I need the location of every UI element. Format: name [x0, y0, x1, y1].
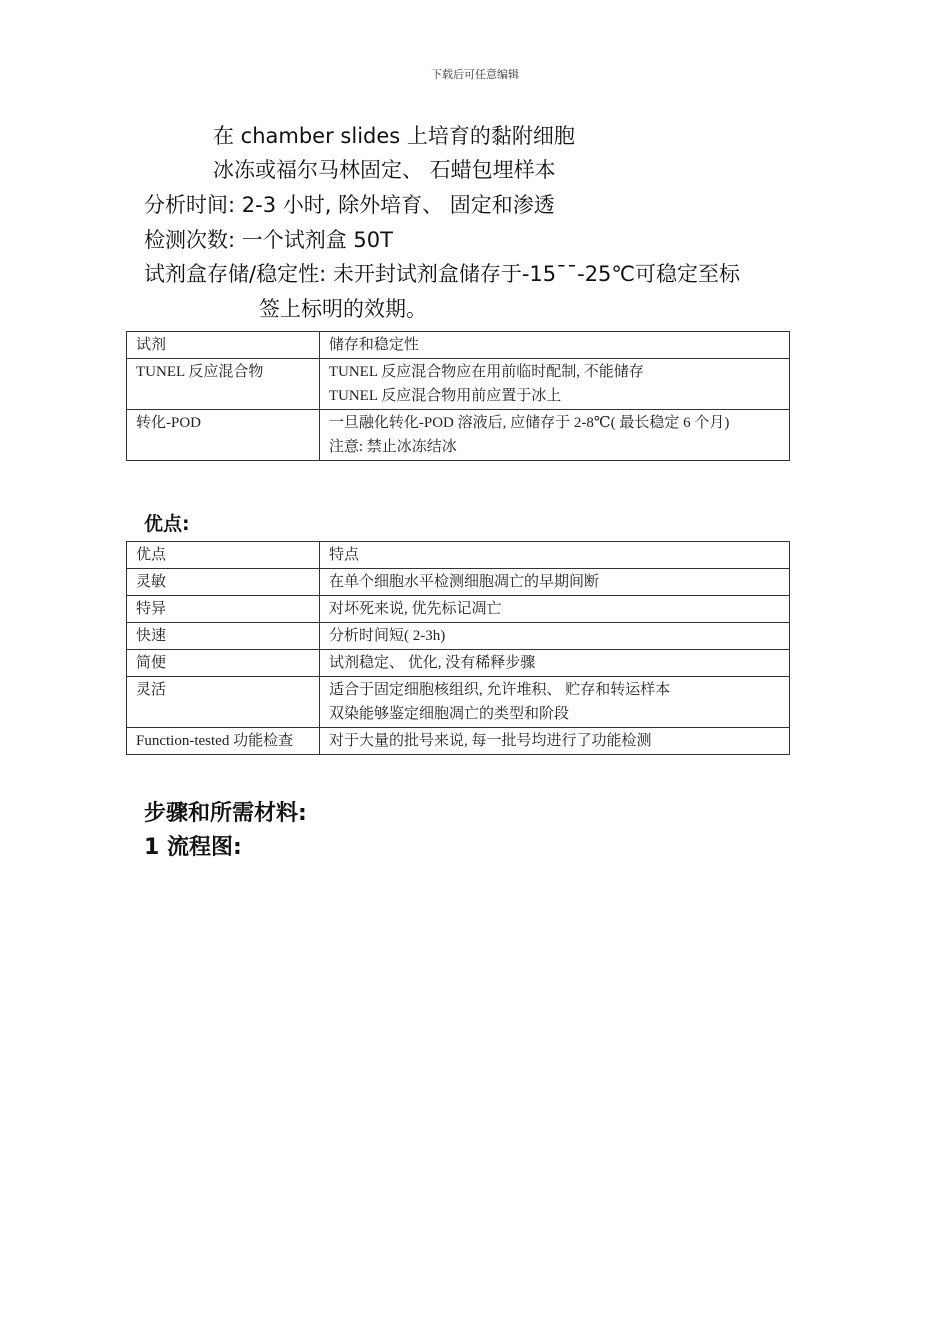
advantages-table — [126, 541, 790, 755]
advantage-name-cell: 特异 — [127, 596, 320, 623]
advantage-name-cell: 灵敏 — [127, 569, 320, 596]
table-row — [127, 596, 790, 623]
advantage-name-cell: 灵活 — [127, 677, 320, 728]
feature-line: 对于大量的批号来说, 每一批号均进行了功能检测 — [329, 733, 652, 749]
feature-line: 适合于固定细胞核组织, 允许堆积、 贮存和转运样本 — [329, 682, 671, 698]
feature-cell — [320, 650, 790, 677]
storage-table — [126, 331, 790, 461]
stability-cell — [319, 359, 789, 410]
stability-line: 注意: 禁止冰冻结冰 — [328, 439, 457, 455]
table-header-row — [127, 542, 790, 569]
steps-heading: 步骤和所需材料: — [144, 801, 307, 826]
table-row — [127, 650, 790, 677]
feature-line: 分析时间短( 2-3h) — [329, 628, 446, 644]
table-row — [127, 569, 790, 596]
feature-line: 在单个细胞水平检测细胞凋亡的早期间断 — [329, 574, 600, 590]
feature-line: 试剂稳定、 优化, 没有稀释步骤 — [329, 655, 536, 671]
table-row — [127, 623, 790, 650]
reagent-cell: 转化-POD — [127, 410, 320, 461]
intro-line-2: 冰冻或福尔马林固定、 石蜡包埋样本 — [213, 158, 556, 182]
table-row — [127, 728, 790, 755]
feature-cell — [320, 728, 790, 755]
stability-line: TUNEL 反应混合物用前应置于冰上 — [328, 388, 562, 404]
table-header-cell: 试剂 — [127, 332, 320, 359]
intro-line-1: 在 chamber slides 上培育的黏附细胞 — [213, 124, 575, 148]
stability-cell — [319, 410, 789, 461]
table-header-cell: 储存和稳定性 — [319, 332, 789, 359]
stability-line: TUNEL 反应混合物应在用前临时配制, 不能储存 — [328, 364, 644, 380]
intro-line-3: 分析时间: 2-3 小时, 除外培育、 固定和渗透 — [144, 193, 555, 217]
feature-cell — [320, 623, 790, 650]
feature-line: 双染能够鉴定细胞凋亡的类型和阶段 — [329, 706, 570, 722]
table-header-row — [127, 332, 790, 359]
table-row — [127, 677, 790, 728]
table-header-cell: 特点 — [320, 542, 790, 569]
reagent-cell: TUNEL 反应混合物 — [127, 359, 320, 410]
feature-line: 对坏死来说, 优先标记凋亡 — [329, 601, 502, 617]
intro-line-6: 签上标明的效期。 — [259, 297, 427, 321]
table-row — [127, 410, 790, 461]
flowchart-heading: 1 流程图: — [144, 835, 242, 860]
stability-line: 一旦融化转化-POD 溶液后, 应储存于 2-8℃( 最长稳定 6 个月) — [328, 415, 730, 431]
feature-cell — [320, 677, 790, 728]
intro-line-5: 试剂盒存储/稳定性: 未开封试剂盒储存于-15¯¯-25℃可稳定至标 — [144, 262, 741, 286]
page-header: 下载后可任意编辑 — [431, 68, 519, 81]
table-header-cell: 优点 — [127, 542, 320, 569]
advantage-name-cell: 简便 — [127, 650, 320, 677]
advantages-heading: 优点: — [144, 513, 190, 535]
table-row — [127, 359, 790, 410]
intro-line-4: 检测次数: 一个试剂盒 50T — [144, 228, 393, 252]
feature-cell — [320, 596, 790, 623]
feature-cell — [320, 569, 790, 596]
advantage-name-cell: 快速 — [127, 623, 320, 650]
advantage-name-cell: Function-tested 功能检查 — [127, 728, 320, 755]
